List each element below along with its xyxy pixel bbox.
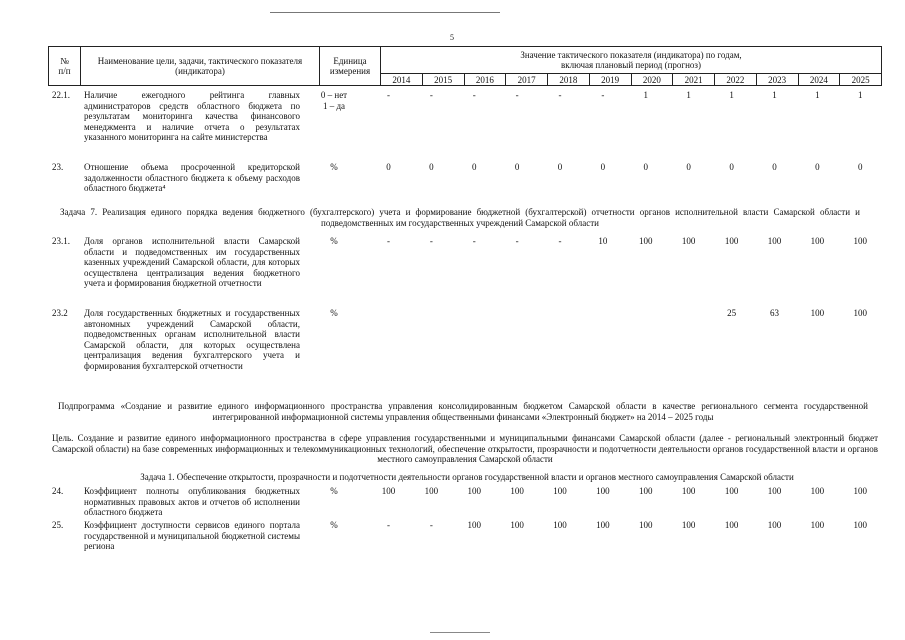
- row-indicator-name: Коэффициент полноты опубликования бюджетных нормативных правовых актов и отчетов об исполнении областного бюджета: [84, 486, 300, 517]
- year-value: 100: [767, 520, 782, 530]
- year-value: 100: [424, 486, 439, 496]
- year-value: [581, 308, 624, 319]
- year-value: 1: [857, 90, 863, 100]
- year-value: 100: [853, 236, 867, 246]
- year-value: 100: [681, 520, 696, 530]
- year-header: 2023: [756, 74, 798, 86]
- year-header: 2019: [589, 74, 631, 86]
- year-value: 100: [381, 486, 396, 496]
- header-name: Наименование цели, задачи, тактического показателя (индикатора): [81, 47, 320, 86]
- year-value: 1: [686, 90, 691, 100]
- row-indicator-name: Отношение объема просроченной кредиторской задолженности областного бюджета к объему расходов областного бюджета⁴: [84, 162, 300, 193]
- row-unit: %: [330, 308, 338, 318]
- header-unit: Единица измерения: [320, 47, 381, 86]
- year-value: 100: [724, 520, 739, 530]
- row-values: [367, 308, 882, 319]
- year-value: -: [429, 236, 433, 246]
- year-value: 0: [600, 162, 606, 172]
- year-value: 100: [553, 486, 567, 496]
- year-value: 1: [643, 90, 649, 100]
- year-value: 0: [729, 162, 734, 172]
- year-value: 100: [853, 308, 867, 318]
- year-header: 2016: [464, 74, 506, 86]
- year-value: 100: [467, 486, 481, 496]
- year-value: -: [558, 90, 562, 100]
- year-header: 2020: [631, 74, 673, 86]
- scan-line: [430, 632, 490, 633]
- year-value: [453, 308, 496, 319]
- year-value: 100: [810, 236, 825, 246]
- year-value: 100: [810, 520, 825, 530]
- year-value: 1: [772, 90, 777, 100]
- task-7-heading: Задача 7. Реализация единого порядка ведения бюджетного (бухгалтерского) учета и формирование бюджетной (бухгалтерской) отчетности органов исполнительной власти Самарской области и подведомственных им государственных учреждений Самарской области: [60, 207, 860, 228]
- row-number: 23.2: [52, 308, 68, 318]
- year-header: 2014: [381, 74, 423, 86]
- year-value: 0: [772, 162, 777, 172]
- year-value: 0: [429, 162, 434, 172]
- year-value: 0: [386, 162, 391, 172]
- year-value: 100: [639, 520, 653, 530]
- year-value: 100: [853, 520, 867, 530]
- year-value: [539, 308, 582, 319]
- year-value: 0: [643, 162, 649, 172]
- row-indicator-name: Доля органов исполнительной власти Самарской области и подведомственных им государственных казенных учреждений Самарской области, для которых осуществлена централизация ведения бюджетного учета и формирования бюджетной отчетности: [84, 236, 300, 288]
- year-header: 2022: [715, 74, 757, 86]
- year-value: -: [472, 90, 476, 100]
- row-unit: %: [330, 236, 338, 246]
- year-value: [496, 308, 539, 319]
- year-value: 100: [510, 520, 524, 530]
- row-values: [367, 486, 882, 497]
- row-number: 24.: [52, 486, 64, 496]
- year-value: 100: [596, 486, 610, 496]
- year-value: 100: [467, 520, 481, 530]
- year-value: 63: [769, 308, 779, 318]
- year-value: 0: [514, 162, 520, 172]
- row-indicator-name: Наличие ежегодного рейтинга главных администраторов средств областного бюджета по результатам мониторинга качества финансового менеджмента и наличие отчета о результатах указанного мониторинга на сайте министерства: [84, 90, 300, 142]
- year-value: -: [386, 236, 390, 246]
- year-value: -: [429, 90, 433, 100]
- year-value: 100: [639, 236, 653, 246]
- goal-text: Цель. Создание и развитие единого информационного пространства в сфере управления государственными и муниципальными финансами Самарской области (далее - региональный электронный бюджет Самарской области) на базе современных информационных и телекоммуникационных технологий, обеспечение открытости, прозрачности и подотчетности деятельности органов государственной власти и органов местного самоуправления Самарской области: [52, 433, 878, 464]
- row-number: 22.1.: [52, 90, 70, 100]
- year-value: 100: [681, 486, 696, 496]
- task-1-heading: Задача 1. Обеспечение открытости, прозрачности и подотчетности деятельности органов государственной власти и органов местного самоуправления Самарской области: [140, 472, 794, 482]
- year-value: 100: [639, 486, 653, 496]
- year-value: 25: [727, 308, 737, 318]
- year-value: 0: [815, 162, 820, 172]
- year-value: -: [601, 90, 605, 100]
- year-value: 10: [598, 236, 608, 246]
- year-value: -: [515, 236, 519, 246]
- row-number: 23.: [52, 162, 64, 172]
- year-value: [410, 308, 453, 319]
- year-header: 2024: [798, 74, 840, 86]
- year-value: -: [558, 236, 562, 246]
- table-header: [48, 46, 882, 86]
- header-num: № п/п: [49, 47, 81, 86]
- row-number: 25.: [52, 520, 64, 530]
- row-values: [367, 236, 882, 247]
- row-values: [367, 162, 882, 173]
- subprogram-heading: Подпрограмма «Создание и развитие единого информационного пространства управления консолидированным бюджетом Самарской области в качестве регионального сегмента государственной интегрированной информационной системы управления общественными финансами «Электронный бюджет» на 2014 – 2025 годы: [58, 401, 868, 422]
- row-indicator-name: Коэффициент доступности сервисов единого портала государственной и муниципальной бюджетной системы региона: [84, 520, 300, 551]
- year-value: 100: [553, 520, 567, 530]
- year-value: 100: [596, 520, 610, 530]
- row-values: [367, 90, 882, 101]
- year-value: -: [386, 90, 390, 100]
- year-value: [624, 308, 667, 319]
- year-value: -: [515, 90, 519, 100]
- year-header: 2018: [548, 74, 590, 86]
- row-unit: %: [330, 486, 338, 496]
- header-values: Значение тактического показателя (индикатора) по годам, включая плановый период (прогноз): [381, 47, 882, 74]
- row-unit: 0 – нет 1 – да: [320, 90, 348, 111]
- row-unit: %: [330, 520, 338, 530]
- year-value: -: [429, 520, 433, 530]
- year-value: [367, 308, 410, 319]
- year-value: 100: [724, 236, 739, 246]
- year-value: 100: [510, 486, 524, 496]
- year-header: 2021: [673, 74, 715, 86]
- year-value: 1: [729, 90, 734, 100]
- row-number: 23.1.: [52, 236, 70, 246]
- year-value: 0: [471, 162, 477, 172]
- row-values: [367, 520, 882, 531]
- year-value: 100: [853, 486, 867, 496]
- year-header: 2017: [506, 74, 548, 86]
- year-value: 100: [767, 486, 782, 496]
- page-number: 5: [450, 33, 454, 42]
- row-unit: %: [330, 162, 338, 172]
- year-value: 100: [681, 236, 696, 246]
- year-value: 100: [724, 486, 739, 496]
- year-value: -: [472, 236, 476, 246]
- year-value: 1: [815, 90, 820, 100]
- year-value: 100: [810, 486, 825, 496]
- year-value: [667, 308, 710, 319]
- year-value: -: [386, 520, 390, 530]
- year-value: 0: [686, 162, 691, 172]
- year-value: 0: [857, 162, 863, 172]
- year-header: 2015: [422, 74, 464, 86]
- year-value: 100: [810, 308, 825, 318]
- year-value: 0: [557, 162, 563, 172]
- row-indicator-name: Доля государственных бюджетных и государственных автономных учреждений Самарской области, подведомственных органам исполнительной власти Самарской области, для которых осуществлена централизация ведения бухгалтерского учета и формирования бухгалтерской отчетности: [84, 308, 300, 371]
- year-header: 2025: [840, 74, 882, 86]
- year-value: 100: [767, 236, 782, 246]
- scan-line: [270, 12, 500, 13]
